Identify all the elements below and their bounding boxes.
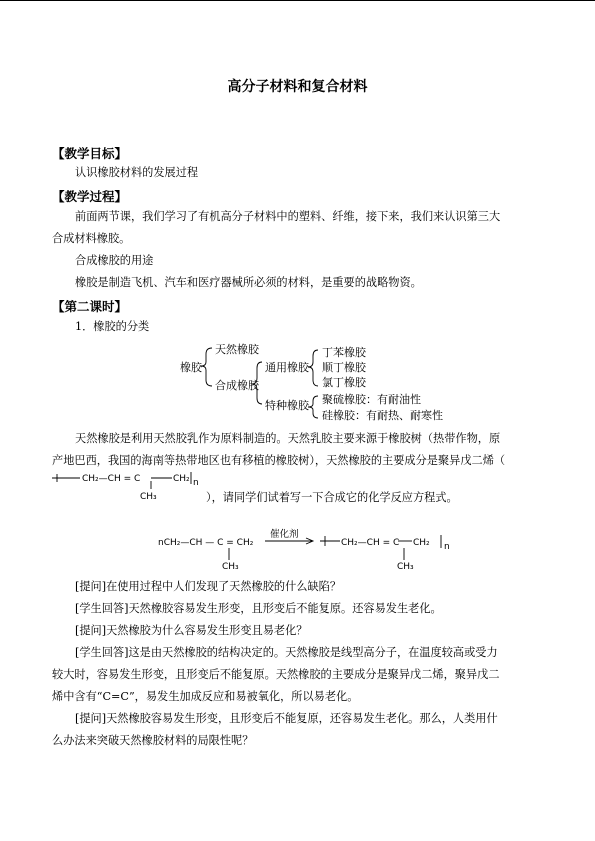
tree-general-item-2: 顺丁橡胶	[322, 361, 366, 374]
answer-2-line-1: [学生回答]这是由天然橡胶的结构决定的。天然橡胶是线型高分子，在温度较高或受力	[75, 646, 498, 659]
process-paragraph-1-line-1: 前面两节课，我们学习了有机高分子材料中的塑料、纤维，接下来，我们来认识第三大	[75, 210, 501, 223]
natural-rubber-line-3: ），请同学们试着写一下合成它的化学反应方程式。	[206, 491, 458, 504]
formula-main: CH₂—CH = C	[82, 474, 141, 484]
process-heading: 【教学过程】	[52, 189, 128, 204]
answer-2-line-3: 烯中含有“C=C”，易发生加成反应和易被氧化，所以易老化。	[52, 690, 359, 703]
process-paragraph-1-line-2: 合成材料橡胶。	[52, 232, 131, 245]
tree-natural-label: 天然橡胶	[215, 343, 259, 356]
equation-left: nCH₂—CH — C = CH₂	[158, 538, 254, 548]
tree-general-item-3: 氯丁橡胶	[322, 376, 366, 389]
equation-right-n: n	[444, 542, 450, 552]
natural-rubber-line-1: 天然橡胶是利用天然胶乳作为原料制造的。天然乳胶主要来源于橡胶树（热带作物，原	[75, 432, 501, 445]
equation-catalyst: 催化剂	[270, 529, 299, 540]
question-3-line-1: [提问]天然橡胶容易发生形变，且形变后不能复原，还容易发生老化。那么，人类用什	[75, 712, 498, 725]
equation-left-methyl: CH₃	[222, 562, 239, 572]
natural-rubber-line-2: 产地巴西，我国的海南等热带地区也有移植的橡胶树），天然橡胶的主要成分是聚异戊二烯（	[52, 454, 506, 467]
equation-right-tail: CH₂	[413, 538, 430, 548]
tree-general-item-1: 丁苯橡胶	[322, 346, 366, 359]
formula-n: n	[193, 478, 199, 488]
question-1: [提问]在使用过程中人们发现了天然橡胶的什么缺陷？	[75, 580, 342, 593]
formula-tail: CH₂	[173, 474, 190, 484]
page-title: 高分子材料和复合材料	[227, 79, 368, 95]
process-paragraph-2: 合成橡胶的用途	[75, 254, 154, 267]
goal-text: 认识橡胶材料的发展过程	[75, 166, 199, 179]
equation-right: CH₂—CH = C	[341, 538, 400, 548]
tree-special-label: 特种橡胶	[265, 399, 309, 412]
equation-right-methyl: CH₃	[397, 562, 414, 572]
tree-root-label: 橡胶	[180, 361, 202, 374]
question-3-line-2: 么办法来突破天然橡胶材料的局限性呢？	[52, 734, 254, 747]
tree-general-label: 通用橡胶	[265, 361, 309, 374]
lesson2-heading: 【第二课时】	[52, 299, 128, 314]
answer-2-line-2: 较大时，容易发生形变，且形变后不能复原。天然橡胶的主要成分是聚异戊二烯，聚异戊二	[52, 668, 500, 681]
tree-special-item-1: 聚硫橡胶：有耐油性	[322, 393, 421, 406]
process-paragraph-3: 橡胶是制造飞机、汽车和医疗器械所必须的材料，是重要的战略物资。	[75, 276, 422, 289]
tree-special-item-2: 硅橡胶：有耐热、耐寒性	[322, 409, 443, 422]
item-1-classification: 1．橡胶的分类	[75, 320, 150, 333]
question-2: [提问]天然橡胶为什么容易发生形变且易老化？	[75, 624, 308, 637]
goal-heading: 【教学目标】	[52, 146, 128, 161]
tree-synthetic-label: 合成橡胶	[215, 379, 259, 392]
answer-1: [学生回答]天然橡胶容易发生形变，且形变后不能复原。还容易发生老化。	[75, 602, 442, 615]
formula-methyl: CH₃	[140, 492, 157, 502]
